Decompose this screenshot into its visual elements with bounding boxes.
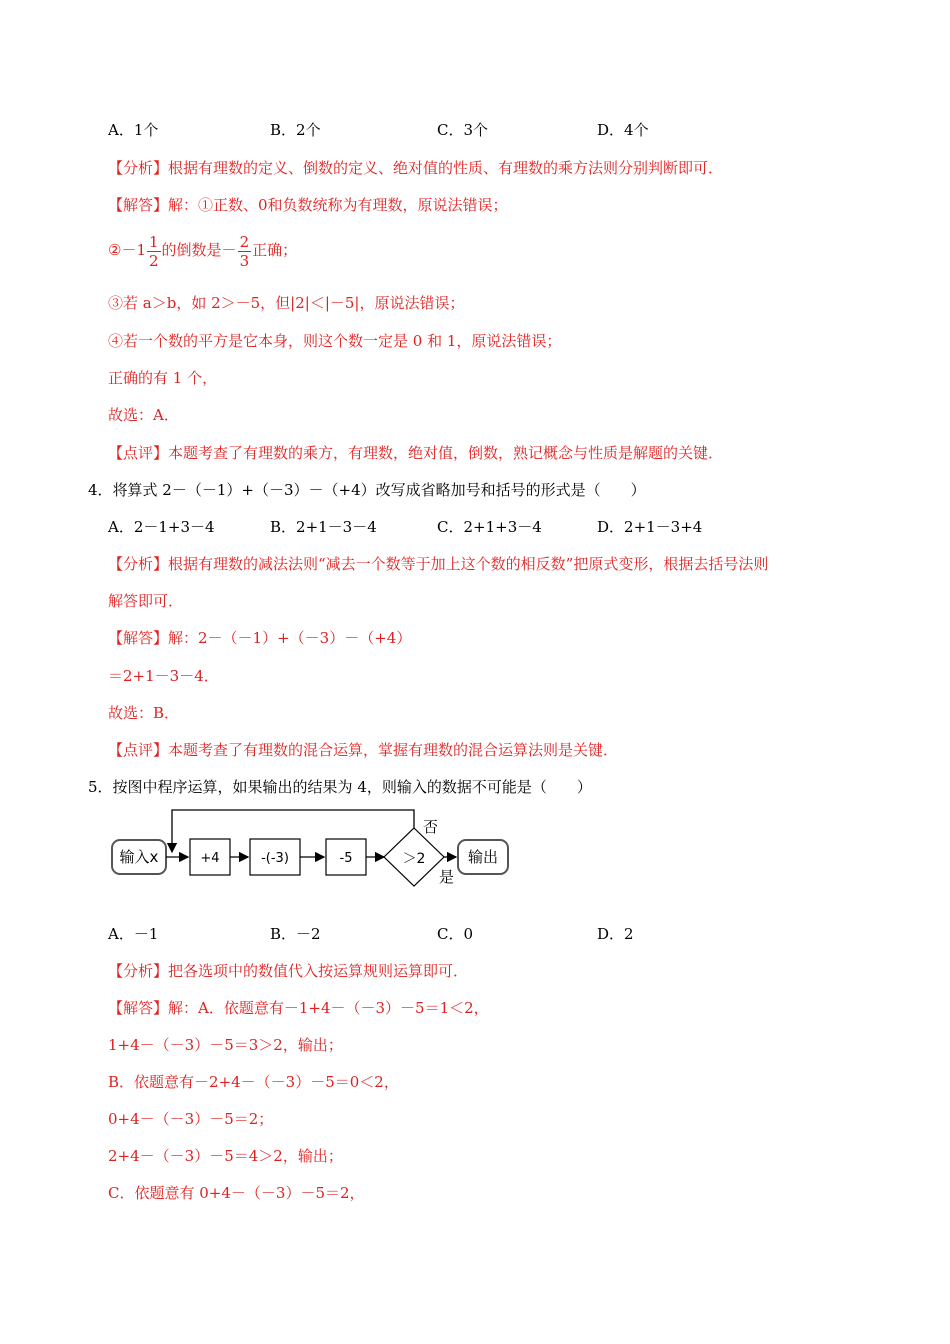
q5-answer-line-5: 2+4－（－3）－5＝4＞2，输出； xyxy=(108,1147,343,1165)
analysis-text: 根据有理数的减法法则“减去一个数等于加上这个数的相反数”把原式变形，根据去括号法则 xyxy=(168,555,769,573)
answer-tag: 【解答】 xyxy=(108,999,169,1017)
q3-comment xyxy=(108,443,723,463)
q5-option-b: B．－2 xyxy=(270,925,321,943)
comment-text: 本题考查了有理数的混合运算，掌握有理数的混合运算法则是关键． xyxy=(168,741,619,759)
q3-answer-line-1 xyxy=(108,195,508,215)
flow-step-3-label: -5 xyxy=(339,851,353,866)
fraction-denominator: 2 xyxy=(149,251,159,270)
q3-option-c: C．3个 xyxy=(437,121,489,139)
q3-answer-line-3: ③若 a＞b，如 2＞－5，但|2|＜|－5|，原说法错误； xyxy=(108,294,465,312)
answer-2-pre: ②－1 xyxy=(108,241,146,259)
flow-no-label: 否 xyxy=(423,818,439,836)
flow-input-label: 输入x xyxy=(119,848,159,866)
answer-2-mid: 的倒数是－ xyxy=(161,241,237,259)
q3-answer-choice: 故选：A． xyxy=(108,406,179,424)
fraction-denominator: 3 xyxy=(239,251,250,270)
answer-tag: 【解答】 xyxy=(108,196,169,214)
q5-answer-line-1 xyxy=(108,998,489,1018)
q5-answer-line-4: 0+4－（－3）－5＝2； xyxy=(108,1110,274,1128)
q5-option-d: D．2 xyxy=(597,925,634,943)
flow-step-1-label: +4 xyxy=(200,851,220,866)
answer-text: 解：①正数、0和负数统称为有理数，原说法错误； xyxy=(168,196,508,214)
q4-option-a: A．2－1+3－4 xyxy=(108,518,215,536)
q5-question: 5．按图中程序运算，如果输出的结果为 4，则输入的数据不可能是（ ） xyxy=(88,778,592,796)
q3-answer-line-5: 正确的有 1 个， xyxy=(108,369,218,387)
q4-comment xyxy=(108,740,618,760)
q4-answer-line-1 xyxy=(108,628,411,648)
q5-answer-line-6: C．依题意有 0+4－（－3）－5＝2， xyxy=(108,1184,365,1202)
q3-answer-line-4: ④若一个数的平方是它本身，则这个数一定是 0 和 1，原说法错误； xyxy=(108,332,562,350)
q4-option-c: C．2+1+3－4 xyxy=(437,518,542,536)
q5-analysis xyxy=(108,961,468,981)
q3-option-d: D．4个 xyxy=(597,121,649,139)
answer-2-post: 正确； xyxy=(252,241,298,259)
comment-tag: 【点评】 xyxy=(108,741,169,759)
q4-answer-line-2: ＝2+1－3－4． xyxy=(108,667,219,685)
q5-answer-line-3: B．依题意有－2+4－（－3）－5＝0＜2， xyxy=(108,1073,399,1091)
comment-text: 本题考查了有理数的乘方，有理数，绝对值，倒数，熟记概念与性质是解题的关键． xyxy=(168,444,724,462)
q5-answer-line-2: 1+4－（－3）－5＝3＞2，输出； xyxy=(108,1036,343,1054)
fraction-two-thirds xyxy=(238,233,252,270)
answer-text: 解：A．依题意有－1+4－（－3）－5＝1＜2， xyxy=(168,999,489,1017)
flow-step-2-label: -(-3) xyxy=(261,851,289,866)
flow-yes-label: 是 xyxy=(439,868,455,886)
answer-text: 解：2－（－1）+（－3）－（+4） xyxy=(168,629,412,647)
q5-option-c: C．0 xyxy=(437,925,474,943)
q4-answer-choice: 故选：B． xyxy=(108,704,180,722)
fraction-one-half xyxy=(147,233,161,270)
answer-tag: 【解答】 xyxy=(108,629,169,647)
analysis-tag: 【分析】 xyxy=(108,555,169,573)
q5-flowchart xyxy=(108,808,518,888)
flow-output-label: 输出 xyxy=(467,848,499,866)
analysis-text: 把各选项中的数值代入按运算规则运算即可． xyxy=(168,962,469,980)
q4-analysis xyxy=(108,554,768,574)
analysis-tag: 【分析】 xyxy=(108,962,169,980)
q4-option-b: B．2+1－3－4 xyxy=(270,518,377,536)
q3-analysis xyxy=(108,158,723,178)
q4-analysis-cont: 解答即可． xyxy=(108,592,184,610)
q3-option-b: B．2个 xyxy=(270,121,321,139)
q4-question: 4．将算式 2－（－1）+（－3）－（+4）改写成省略加号和括号的形式是（ ） xyxy=(88,481,646,499)
q4-option-d: D．2+1－3+4 xyxy=(597,518,703,536)
q3-answer-line-2 xyxy=(108,228,297,272)
flow-condition-label: ＞2 xyxy=(402,851,426,867)
comment-tag: 【点评】 xyxy=(108,444,169,462)
analysis-tag: 【分析】 xyxy=(108,159,169,177)
fraction-numerator: 2 xyxy=(239,232,250,251)
q3-option-a: A．1个 xyxy=(108,121,159,139)
analysis-text: 根据有理数的定义、倒数的定义、绝对值的性质、有理数的乘方法则分别判断即可． xyxy=(168,159,724,177)
fraction-numerator: 1 xyxy=(149,232,159,251)
q5-option-a: A．－1 xyxy=(108,925,159,943)
